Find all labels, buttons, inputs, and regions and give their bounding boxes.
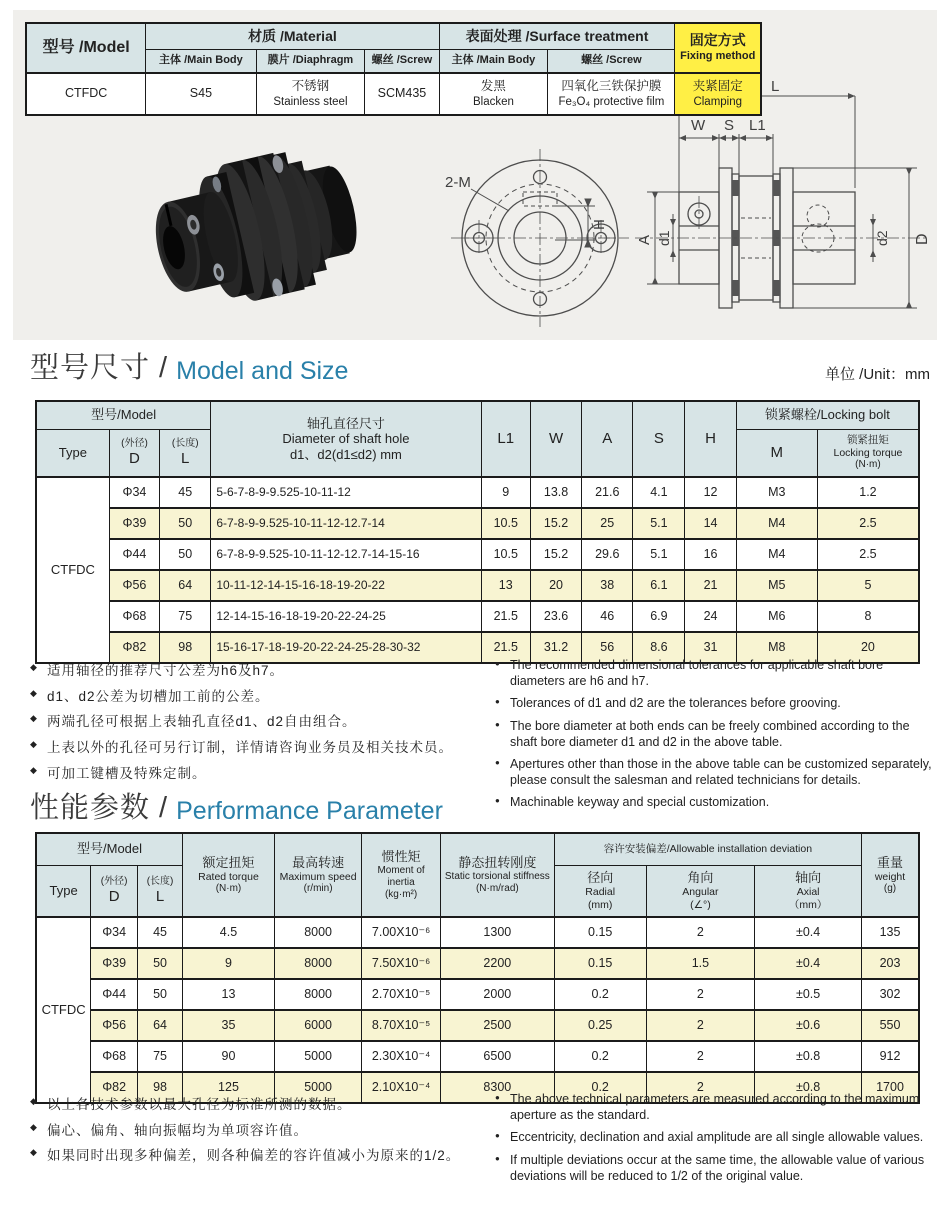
perf-row	[36, 979, 919, 1010]
cell-weight: 302	[862, 979, 919, 1010]
dim-d1-label: d1	[656, 230, 672, 246]
dim-d-label: D	[914, 233, 931, 245]
cell-w: 15.2	[530, 539, 581, 570]
cell-speed: 8000	[274, 948, 361, 979]
spec-header-surface-main: 主体 /Main Body	[439, 49, 548, 73]
perf-row	[36, 1041, 919, 1072]
perf-header-weight	[862, 833, 919, 917]
perf-notes	[30, 1092, 932, 1191]
spec-diaphragm-value	[256, 73, 365, 115]
note-item: ● The bore diameter at both ends can be freely combined according to the shaft bore diameter d1 and d2 in the above table.	[493, 719, 932, 750]
size-title-en: Model and Size	[176, 357, 349, 385]
size-header-a: A	[582, 401, 633, 477]
size-header-l	[160, 429, 211, 477]
size-row	[36, 508, 919, 539]
size-header-type: Type	[36, 429, 109, 477]
size-header-torque	[817, 429, 919, 477]
cell-h: 14	[685, 508, 736, 539]
cell-dia: 5-6-7-8-9-9.525-10-11-12	[211, 477, 481, 508]
perf-title-en: Performance Parameter	[176, 797, 443, 825]
dia-header-range: d1、d2(d1≤d2) mm	[289, 446, 402, 462]
cell-s: 5.1	[633, 539, 685, 570]
surface-main-en: Blacken	[472, 95, 514, 108]
cell-a: 56	[582, 632, 633, 663]
spec-surface-screw-value	[548, 73, 675, 115]
size-header-locking-bolt: 锁紧螺栓/Locking bolt	[736, 401, 919, 429]
cell-torque: 5	[817, 570, 919, 601]
cell-radial: 0.25	[554, 1010, 646, 1041]
fixing-label-cn: 固定方式	[689, 32, 746, 49]
perf-header-type: Type	[36, 865, 91, 917]
cell-l1: 10.5	[481, 508, 530, 539]
cell-l: 64	[160, 570, 211, 601]
cell-d: Φ82	[91, 1072, 138, 1103]
d-header-letter: D	[129, 449, 140, 467]
cell-w: 13.8	[530, 477, 581, 508]
cell-speed: 5000	[274, 1072, 361, 1103]
dim-l1-label: L1	[749, 117, 766, 134]
hero-panel	[13, 10, 937, 340]
dim-s-label: S	[724, 117, 735, 134]
perf-row	[36, 1010, 919, 1041]
cell-axial: ±0.8	[755, 1072, 862, 1103]
note-item: ◆ 两端孔径可根据上表轴孔直径d1、d2自由组合。	[30, 709, 475, 735]
cell-angular: 1.5	[646, 948, 755, 979]
spec-screw-value: SCM435	[365, 73, 439, 115]
cell-a: 46	[582, 601, 633, 632]
inertia-cn: 惯性矩	[381, 849, 421, 865]
note-item: ● The recommended dimensional tolerances for applicable shaft bore diameters are h6 and h7.	[493, 658, 932, 689]
cell-l: 45	[138, 917, 183, 948]
cell-l: 50	[138, 948, 183, 979]
size-type-cell: CTFDC	[36, 477, 109, 663]
cell-speed: 8000	[274, 917, 361, 948]
cell-speed: 6000	[274, 1010, 361, 1041]
angular-en: Angular	[682, 885, 719, 898]
cell-torque: 8	[817, 601, 919, 632]
cell-angular: 2	[646, 1072, 755, 1103]
cell-stiffness: 6500	[440, 1041, 554, 1072]
note-item: ● Machinable keyway and special customization.	[493, 795, 932, 811]
torque-header-unit: (N·m)	[855, 459, 881, 471]
note-item: ● Apertures other than those in the above table can be customized separately, please consult the salesman and related technicians for details.	[493, 757, 932, 788]
diaphragm-en: Stainless steel	[273, 95, 348, 108]
surface-screw-cn: 四氧化三铁保护膜	[561, 79, 662, 93]
front-view-drawing	[433, 135, 648, 340]
cell-d: Φ44	[91, 979, 138, 1010]
cell-torque: 2.5	[817, 508, 919, 539]
inertia-en: Moment of inertia	[377, 864, 425, 888]
cell-stiffness: 2000	[440, 979, 554, 1010]
perf-header-inertia	[362, 833, 441, 917]
cell-radial: 0.2	[554, 979, 646, 1010]
cell-l: 75	[160, 601, 211, 632]
dia-header-en: Diameter of shaft hole	[282, 431, 410, 447]
size-header-l1: L1	[481, 401, 530, 477]
cell-l: 98	[160, 632, 211, 663]
cell-dia: 6-7-8-9-9.525-10-11-12-12.7-14	[211, 508, 481, 539]
perf-title-cn: 性能参数 /	[30, 792, 169, 824]
cell-m: M4	[736, 539, 817, 570]
note-item: ◆ 如果同时出现多种偏差，则各种偏差的容许值减小为原来的1/2。	[30, 1143, 475, 1169]
cell-radial: 0.2	[554, 1072, 646, 1103]
cell-l: 64	[138, 1010, 183, 1041]
perf-header-axial	[755, 865, 862, 917]
cell-l: 45	[160, 477, 211, 508]
cell-stiffness: 2200	[440, 948, 554, 979]
size-header-d	[109, 429, 159, 477]
torque-unit: (N·m)	[215, 883, 242, 895]
note-item: ● Tolerances of d1 and d2 are the tolerances before grooving.	[493, 696, 932, 712]
cell-d: Φ34	[91, 917, 138, 948]
spec-header-material-diaphragm: 膜片 /Diaphragm	[256, 49, 365, 73]
cell-angular: 2	[646, 1010, 755, 1041]
cell-a: 38	[582, 570, 633, 601]
stiffness-en: Static torsional stiffness	[444, 870, 550, 882]
note-item: ◆ 可加工键槽及特殊定制。	[30, 761, 475, 787]
perf-notes-en	[475, 1092, 932, 1191]
cell-w: 23.6	[530, 601, 581, 632]
cell-d: Φ39	[91, 948, 138, 979]
speed-en: Maximum speed	[279, 870, 357, 883]
cell-h: 31	[685, 632, 736, 663]
cell-torque: 20	[817, 632, 919, 663]
front-view-label-2m: 2-M	[445, 174, 471, 191]
spec-header-model: 型号 /Model	[26, 23, 146, 73]
surface-screw-en: Fe₃O₄ protective film	[558, 95, 665, 108]
cell-speed: 5000	[274, 1041, 361, 1072]
cell-h: 21	[685, 570, 736, 601]
cell-dia: 6-7-8-9-9.525-10-11-12-12.7-14-15-16	[211, 539, 481, 570]
d-header-cn: (外径)	[121, 437, 148, 449]
cell-w: 20	[530, 570, 581, 601]
l-letter: L	[155, 887, 165, 905]
cell-torque: 2.5	[817, 539, 919, 570]
spec-model-value: CTFDC	[26, 73, 146, 115]
cell-weight: 550	[862, 1010, 919, 1041]
dim-h-label: H	[591, 219, 608, 230]
cell-angular: 2	[646, 979, 755, 1010]
cell-axial: ±0.4	[755, 917, 862, 948]
cell-s: 6.1	[633, 570, 685, 601]
stiffness-cn: 静态扭转刚度	[458, 855, 537, 871]
cell-weight: 912	[862, 1041, 919, 1072]
radial-cn: 径向	[587, 870, 614, 886]
inertia-unit: (kg·m²)	[384, 888, 418, 900]
cell-s: 5.1	[633, 508, 685, 539]
note-item: ◆ 上表以外的孔径可另行订制，详情请咨询业务员及相关技术员。	[30, 735, 475, 761]
axial-unit: （mm）	[788, 898, 828, 911]
cell-stiffness: 8300	[440, 1072, 554, 1103]
fixing-value-en: Clamping	[693, 95, 743, 108]
l-cn: (长度)	[146, 875, 174, 887]
cell-weight: 203	[862, 948, 919, 979]
size-header-m: M	[736, 429, 817, 477]
size-header-s: S	[633, 401, 685, 477]
perf-header-torque	[183, 833, 275, 917]
cell-l1: 9	[481, 477, 530, 508]
spec-header-fixing	[675, 23, 761, 73]
cell-torque: 35	[183, 1010, 275, 1041]
l-header-letter: L	[181, 449, 190, 467]
torque-header-en: Locking torque	[833, 446, 903, 459]
cell-d: Φ56	[109, 570, 159, 601]
cell-torque: 13	[183, 979, 275, 1010]
perf-header-stiffness	[440, 833, 554, 917]
note-item: ● Eccentricity, declination and axial amplitude are all single allowable values.	[493, 1130, 932, 1146]
cell-torque: 125	[183, 1072, 275, 1103]
cell-axial: ±0.6	[755, 1010, 862, 1041]
perf-row	[36, 917, 919, 948]
cell-dia: 12-14-15-16-18-19-20-22-24-25	[211, 601, 481, 632]
cell-m: M3	[736, 477, 817, 508]
torque-en: Rated torque	[198, 870, 259, 883]
note-item: ● The above technical parameters are measured according to the maximum aperture as the standard.	[493, 1092, 932, 1123]
cell-d: Φ68	[109, 601, 159, 632]
cell-torque: 4.5	[183, 917, 275, 948]
cell-speed: 8000	[274, 979, 361, 1010]
cell-torque: 9	[183, 948, 275, 979]
cell-l: 50	[138, 979, 183, 1010]
cell-l1: 13	[481, 570, 530, 601]
torque-cn: 额定扭矩	[202, 854, 255, 870]
size-row	[36, 570, 919, 601]
cell-axial: ±0.8	[755, 1041, 862, 1072]
dia-header-cn: 轴孔直径尺寸	[306, 415, 385, 431]
fixing-label-en: Fixing method	[680, 49, 756, 62]
perf-header-angular	[646, 865, 755, 917]
cell-d: Φ44	[109, 539, 159, 570]
cell-inertia: 7.00X10⁻⁶	[362, 917, 441, 948]
cell-h: 16	[685, 539, 736, 570]
unit-label: 单位 /Unit：mm	[824, 366, 930, 383]
spec-header-material-screw: 螺丝 /Screw	[365, 49, 439, 73]
cell-d: Φ56	[91, 1010, 138, 1041]
size-header-diameter	[211, 401, 481, 477]
cell-l: 50	[160, 539, 211, 570]
cell-m: M4	[736, 508, 817, 539]
cell-a: 21.6	[582, 477, 633, 508]
cell-d: Φ82	[109, 632, 159, 663]
d-cn: (外径)	[100, 875, 128, 887]
spec-fixing-value	[675, 73, 761, 115]
cell-l: 75	[138, 1041, 183, 1072]
cell-a: 29.6	[582, 539, 633, 570]
torque-header-cn: 锁紧扭矩	[846, 434, 889, 447]
perf-header-l	[138, 865, 183, 917]
cell-weight: 135	[862, 917, 919, 948]
size-row	[36, 539, 919, 570]
note-item: ◆ 偏心、偏角、轴向振幅均为单项容许值。	[30, 1118, 475, 1144]
cell-dia: 10-11-12-14-15-16-18-19-20-22	[211, 570, 481, 601]
dim-d2-label: d2	[874, 230, 890, 246]
diaphragm-cn: 不锈钢	[291, 79, 330, 93]
dim-a-label: A	[636, 234, 653, 245]
perf-row	[36, 948, 919, 979]
note-item: ● If multiple deviations occur at the same time, the allowable value of various deviations will be reduced to 1/2 of the original value.	[493, 1153, 932, 1184]
spec-header-surface: 表面处理 /Surface treatment	[439, 23, 675, 49]
product-render	[68, 120, 398, 345]
cell-l: 50	[160, 508, 211, 539]
axial-en: Axial	[796, 885, 820, 898]
cell-angular: 2	[646, 917, 755, 948]
cell-stiffness: 2500	[440, 1010, 554, 1041]
cell-radial: 0.2	[554, 1041, 646, 1072]
cell-l: 98	[138, 1072, 183, 1103]
cell-inertia: 2.10X10⁻⁴	[362, 1072, 441, 1103]
cell-dia: 15-16-17-18-19-20-22-24-25-28-30-32	[211, 632, 481, 663]
perf-header-deviation: 容许安装偏差/Allowable installation deviation	[554, 833, 861, 865]
spec-header-material: 材质 /Material	[146, 23, 439, 49]
stiffness-unit: (N·m/rad)	[475, 882, 519, 894]
cell-w: 15.2	[530, 508, 581, 539]
radial-en: Radial	[585, 885, 616, 898]
cell-torque: 1.2	[817, 477, 919, 508]
size-header-w: W	[530, 401, 581, 477]
weight-cn: 重量	[877, 854, 904, 870]
d-letter: D	[108, 887, 120, 905]
cell-d: Φ34	[109, 477, 159, 508]
dim-w-label: W	[691, 117, 706, 134]
spec-surface-main-value	[439, 73, 548, 115]
cell-inertia: 7.50X10⁻⁶	[362, 948, 441, 979]
note-item: ◆ 以上各技术参数以最大孔径为标准所测的数据。	[30, 1092, 475, 1118]
cell-m: M6	[736, 601, 817, 632]
cell-a: 25	[582, 508, 633, 539]
note-item: ◆ 适用轴径的推荐尺寸公差为h6及h7。	[30, 658, 475, 684]
size-row	[36, 601, 919, 632]
cell-radial: 0.15	[554, 948, 646, 979]
spec-header-material-main: 主体 /Main Body	[146, 49, 256, 73]
cell-radial: 0.15	[554, 917, 646, 948]
size-header-h: H	[685, 401, 736, 477]
weight-en: weight	[874, 870, 906, 883]
l-header-cn: (长度)	[171, 437, 199, 449]
cell-l1: 21.5	[481, 601, 530, 632]
perf-table	[35, 832, 920, 1104]
fixing-value-cn: 夹紧固定	[692, 79, 743, 93]
perf-type-cell: CTFDC	[36, 917, 91, 1103]
weight-unit: (g)	[883, 883, 897, 895]
cell-m: M5	[736, 570, 817, 601]
cell-s: 4.1	[633, 477, 685, 508]
spec-main-body-value: S45	[146, 73, 256, 115]
note-item: ◆ d1、d2公差为切槽加工前的公差。	[30, 684, 475, 710]
cell-d: Φ68	[91, 1041, 138, 1072]
cell-weight: 1700	[862, 1072, 919, 1103]
angular-cn: 角向	[687, 870, 714, 886]
cell-s: 8.6	[633, 632, 685, 663]
surface-main-cn: 发黑	[480, 79, 506, 93]
cell-m: M8	[736, 632, 817, 663]
cell-axial: ±0.5	[755, 979, 862, 1010]
cell-w: 31.2	[530, 632, 581, 663]
size-title-cn: 型号尺寸 /	[30, 352, 169, 384]
cell-stiffness: 1300	[440, 917, 554, 948]
perf-header-d	[91, 865, 138, 917]
dim-l-label: L	[771, 78, 780, 95]
cell-torque: 90	[183, 1041, 275, 1072]
cell-d: Φ39	[109, 508, 159, 539]
size-header-model: 型号/Model	[36, 401, 211, 429]
cell-h: 12	[685, 477, 736, 508]
perf-header-model: 型号/Model	[36, 833, 183, 865]
spec-table	[25, 22, 762, 116]
spec-header-surface-screw: 螺丝 /Screw	[548, 49, 675, 73]
speed-unit: (r/min)	[303, 883, 333, 895]
cell-inertia: 8.70X10⁻⁵	[362, 1010, 441, 1041]
perf-notes-cn	[30, 1092, 475, 1191]
cell-inertia: 2.70X10⁻⁵	[362, 979, 441, 1010]
angular-unit: (∠°)	[690, 898, 711, 911]
cell-l1: 10.5	[481, 539, 530, 570]
radial-unit: (mm)	[587, 898, 613, 911]
size-section-header	[30, 346, 930, 386]
cell-h: 24	[685, 601, 736, 632]
speed-cn: 最高转速	[292, 854, 345, 870]
size-row	[36, 477, 919, 508]
cell-angular: 2	[646, 1041, 755, 1072]
axial-cn: 轴向	[795, 870, 822, 886]
perf-section-header	[30, 786, 930, 826]
cell-inertia: 2.30X10⁻⁴	[362, 1041, 441, 1072]
size-table	[35, 400, 920, 664]
cell-l1: 21.5	[481, 632, 530, 663]
perf-header-speed	[274, 833, 361, 917]
perf-header-radial	[554, 865, 646, 917]
cell-s: 6.9	[633, 601, 685, 632]
cell-axial: ±0.4	[755, 948, 862, 979]
